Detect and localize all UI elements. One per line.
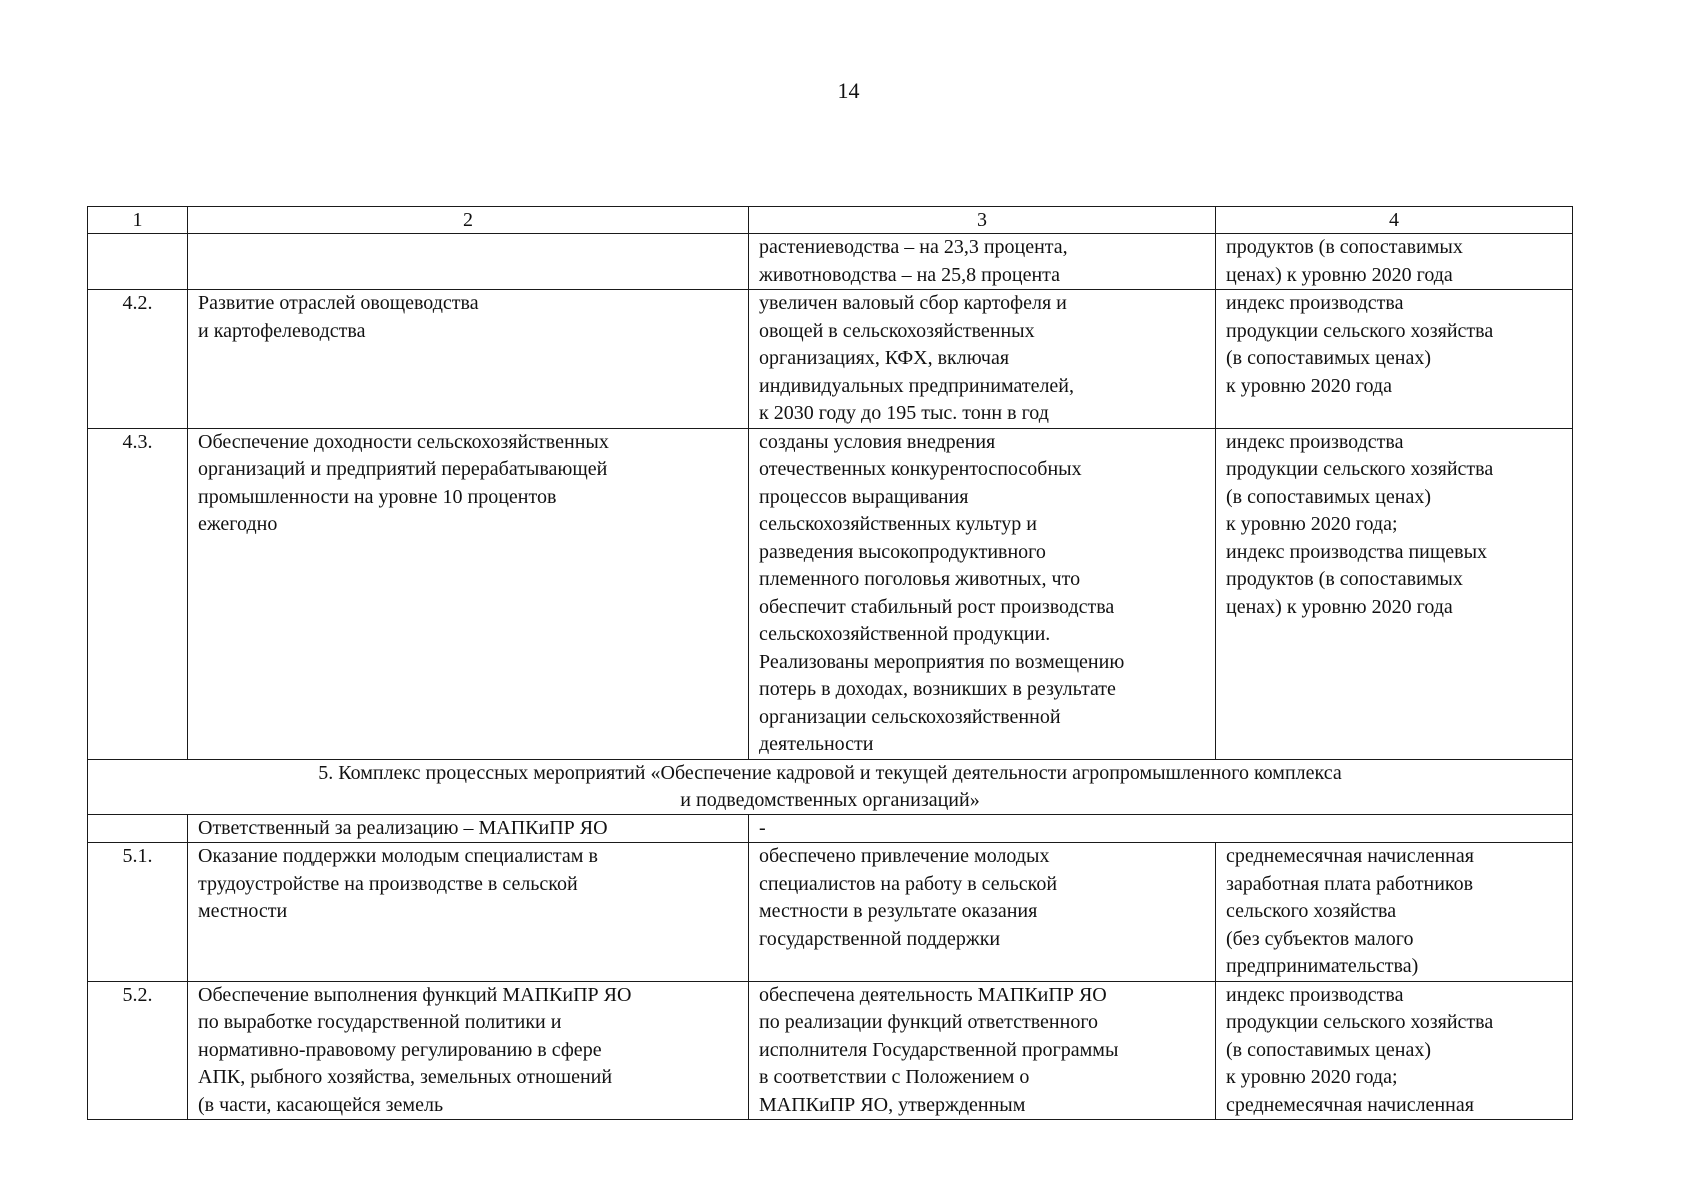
row-task: Оказание поддержки молодым специалистам в трудоустройстве на производстве в сельской местности — [188, 843, 749, 982]
row-result: созданы условия внедрения отечественных конкурентоспособных процессов выращивания сельскохозяйственных культур и разведения высокопродуктивного племенного поголовья животных, что обеспечит стабильный рост производства сельскохозяйственной продукции. Реализованы мероприятия по возмещению потерь в доходах, возникших в результате организации сельскохозяйственной деятельности — [749, 428, 1216, 759]
row-result: увеличен валовый сбор картофеля и овощей в сельскохозяйственных организациях, КФХ, включая индивидуальных предпринимателей, к 2030 году до 195 тыс. тонн в год — [749, 290, 1216, 429]
row-indicator: индекс производства продукции сельского хозяйства (в сопоставимых ценах) к уровню 2020 года — [1216, 290, 1573, 429]
row-number: 4.3. — [88, 428, 188, 759]
table-row — [88, 290, 1573, 429]
table-row — [88, 843, 1573, 982]
row-result: обеспечена деятельность МАПКиПР ЯО по реализации функций ответственного исполнителя Государственной программы в соответствии с Положением о МАПКиПР ЯО, утвержденным — [749, 981, 1216, 1120]
table-row — [88, 981, 1573, 1120]
row-task: Обеспечение доходности сельскохозяйственных организаций и предприятий перерабатывающей промышленности на уровне 10 процентов ежегодно — [188, 428, 749, 759]
responsible-row — [88, 814, 1573, 843]
measures-table — [87, 206, 1573, 1120]
row-indicator: среднемесячная начисленная заработная плата работников сельского хозяйства (без субъектов малого предпринимательства) — [1216, 843, 1573, 982]
row-task: Развитие отраслей овощеводства и картофелеводства — [188, 290, 749, 429]
responsible-label: Ответственный за реализацию – МАПКиПР ЯО — [188, 814, 749, 843]
row-number: 5.2. — [88, 981, 188, 1120]
table-row-continuation — [88, 234, 1573, 290]
responsible-number — [88, 814, 188, 843]
section-heading-row — [88, 759, 1573, 814]
column-number-row — [88, 207, 1573, 234]
section-5-title: 5. Комплекс процессных мероприятий «Обеспечение кадровой и текущей деятельности агропромышленного комплекса и подведомственных организаций» — [88, 759, 1573, 814]
row-number — [88, 234, 188, 290]
row-number: 5.1. — [88, 843, 188, 982]
row-indicator: индекс производства продукции сельского хозяйства (в сопоставимых ценах) к уровню 2020 года; индекс производства пищевых продуктов (в сопоставимых ценах) к уровню 2020 года — [1216, 428, 1573, 759]
responsible-value: - — [749, 814, 1573, 843]
column-number-2: 2 — [188, 207, 749, 234]
row-indicator: продуктов (в сопоставимых ценах) к уровню 2020 года — [1216, 234, 1573, 290]
table-row — [88, 428, 1573, 759]
row-result: растениеводства – на 23,3 процента, животноводства – на 25,8 процента — [749, 234, 1216, 290]
row-result: обеспечено привлечение молодых специалистов на работу в сельской местности в результате оказания государственной поддержки — [749, 843, 1216, 982]
column-number-3: 3 — [749, 207, 1216, 234]
column-number-4: 4 — [1216, 207, 1573, 234]
row-indicator: индекс производства продукции сельского хозяйства (в сопоставимых ценах) к уровню 2020 года; среднемесячная начисленная — [1216, 981, 1573, 1120]
column-number-1: 1 — [88, 207, 188, 234]
row-task — [188, 234, 749, 290]
row-task: Обеспечение выполнения функций МАПКиПР ЯО по выработке государственной политики и нормативно-правовому регулированию в сфере АПК, рыбного хозяйства, земельных отношений (в части, касающейся земель — [188, 981, 749, 1120]
page-number: 14 — [837, 78, 860, 103]
row-number: 4.2. — [88, 290, 188, 429]
